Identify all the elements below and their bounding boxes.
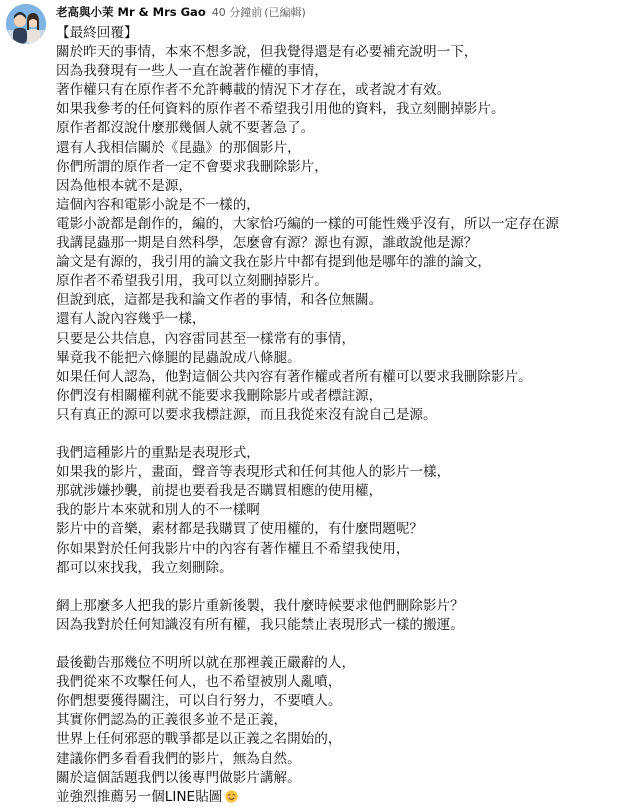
comment-line — [56, 310, 616, 329]
comment-blank-line — [56, 425, 616, 444]
comment-line-text: 論文是有源的，我引用的論文我在影片中都有提到他是哪年的誰的論文， — [56, 254, 491, 271]
comment-line — [56, 43, 616, 62]
comment-line-text: 其實你們認為的正義很多並不是正義， — [56, 712, 288, 729]
comment-line-text: 只要是公共信息，內容雷同甚至一樣常有的事情， — [56, 330, 356, 347]
edited-label: (已編輯) — [264, 6, 306, 19]
comment-line — [56, 711, 616, 730]
comment-line — [56, 730, 616, 749]
comment-line-text: 這個內容和電影小說是不一樣的， — [56, 196, 260, 213]
comment-line — [56, 387, 616, 406]
comment-line-text: 如果我參考的任何資料的原作者不希望我引用他的資料，我立刻刪掉影片。 — [56, 101, 505, 118]
comment-line — [56, 769, 616, 788]
comment-header — [56, 4, 306, 22]
comment-line-text: 都可以來找我，我立刻刪除。 — [56, 559, 233, 576]
comment-line — [56, 692, 616, 711]
author-name[interactable]: 老高與小茉 Mr & Mrs Gao — [56, 5, 206, 19]
comment-line-text: 我們這種影片的重點是表現形式， — [56, 445, 260, 462]
smiling-face-emoji-icon — [225, 790, 238, 803]
comment-line — [56, 482, 616, 501]
comment-line-text: 因為我發現有一些人一直在說著作權的事情， — [56, 63, 328, 80]
avatar-couple-icon — [6, 4, 46, 44]
comment-line-text: 因為我對於任何知識沒有所有權，我只能禁止表現形式一樣的搬運。 — [56, 616, 464, 633]
comment-blank-line — [56, 635, 616, 654]
comment-line — [56, 196, 616, 215]
comment-line — [56, 139, 616, 158]
comment-line — [56, 673, 616, 692]
comment-line-text: 我們從來不攻擊任何人，也不希望被別人亂噴， — [56, 674, 342, 691]
comment-line-text: 原作者都沒說什麼那幾個人就不要著急了。 — [56, 120, 315, 137]
comment-line-text: 因為他根本就不是源， — [56, 177, 192, 194]
comment-line-text: 你如果對於任何我影片中的內容有著作權且不希望我使用， — [56, 540, 410, 557]
comment-line — [56, 349, 616, 368]
comment-line-text: 你們所謂的原作者一定不會要求我刪除影片， — [56, 158, 328, 175]
comment-line — [56, 158, 616, 177]
comment-line — [56, 788, 616, 807]
comment-line — [56, 100, 616, 119]
comment-line-text: 如果任何人認為，他對這個公共內容有著作權或者所有權可以要求我刪除影片。 — [56, 368, 532, 385]
comment-line-text: 還有人說內容幾乎一樣， — [56, 311, 206, 328]
comment-line-text: 只有真正的源可以要求我標註源，而且我從來沒有說自己是源。 — [56, 406, 437, 423]
comment-line — [56, 234, 616, 253]
comment-line-text: 著作權只有在原作者不允許轉載的情況下才存在，或者說才有效。 — [56, 82, 451, 99]
comment-line-text: 網上那麼多人把我的影片重新後製，我什麼時候要求他們刪除影片？ — [56, 597, 464, 614]
comment-line — [56, 750, 616, 769]
comment-line — [56, 272, 616, 291]
comment-text — [56, 24, 616, 807]
comment-line — [56, 368, 616, 387]
comment-line — [56, 177, 616, 196]
comment-line — [56, 62, 616, 81]
comment-line-text: 世界上任何邪惡的戰爭都是以正義之名開始的， — [56, 731, 342, 748]
comment-line-text: 你們沒有相關權利就不能要求我刪除影片或者標註源， — [56, 387, 383, 404]
comment-line — [56, 330, 616, 349]
comment-line-text: 電影小說都是創作的，編的，大家恰巧編的一樣的可能性幾乎沒有，所以一定存在源 — [56, 215, 559, 232]
comment-line — [56, 463, 616, 482]
comment-line — [56, 654, 616, 673]
comment-line — [56, 24, 616, 43]
comment-line-text: 關於昨天的事情，本來不想多說，但我覺得還是有必要補充說明一下， — [56, 44, 478, 61]
comment-line — [56, 559, 616, 578]
comment-blank-line — [56, 578, 616, 597]
comment-line-text: 【最終回覆】 — [56, 25, 138, 41]
comment-line-text: 我的影片本來就和別人的不一樣啊 — [56, 502, 260, 519]
comment-line-text: 關於這個話題我們以後專門做影片講解。 — [56, 769, 301, 786]
comment-line-text: 影片中的音樂，素材都是我購買了使用權的，有什麼問題呢？ — [56, 521, 424, 538]
author-avatar[interactable] — [6, 4, 46, 44]
comment-line — [56, 540, 616, 559]
comment-line-text: 你們想要獲得關注，可以自行努力，不要噴人。 — [56, 693, 342, 710]
comment-line — [56, 520, 616, 539]
comment-line-text: 建議你們多看看我們的影片，無為自然。 — [56, 750, 301, 767]
comment-line-text: 畢竟我不能把六條腿的昆蟲說成八條腿。 — [56, 349, 301, 366]
comment-line-text: 那就涉嫌抄襲，前提也要看我是否購買相應的使用權， — [56, 483, 383, 500]
comment-line — [56, 597, 616, 616]
comment-line-text: 還有人我相信關於《昆蟲》的那個影片， — [56, 139, 301, 156]
comment-line — [56, 215, 616, 234]
comment-line-text: 如果我的影片，畫面，聲音等表現形式和任何其他人的影片一樣， — [56, 464, 451, 481]
comment-line — [56, 501, 616, 520]
comment-timestamp[interactable]: 40 分鐘前 — [211, 6, 263, 19]
comment-line — [56, 119, 616, 138]
comment-line-text: 最後勸告那幾位不明所以就在那裡義正嚴辭的人， — [56, 655, 356, 672]
comment-line-text: 原作者不希望我引用，我可以立刻刪掉影片。 — [56, 273, 328, 290]
comment-line — [56, 444, 616, 463]
comment-line — [56, 291, 616, 310]
comment-line — [56, 616, 616, 635]
comment-line-text: 並強烈推薦另一個LINE貼圖 — [56, 788, 223, 805]
comment-line-text: 但說到底，這都是我和論文作者的事情，和各位無關。 — [56, 292, 383, 309]
comment-line — [56, 81, 616, 100]
comment-line — [56, 253, 616, 272]
comment-line — [56, 406, 616, 425]
comment-line-text: 我講昆蟲那一期是自然科學，怎麼會有源？源也有源，誰敢說他是源？ — [56, 235, 478, 252]
